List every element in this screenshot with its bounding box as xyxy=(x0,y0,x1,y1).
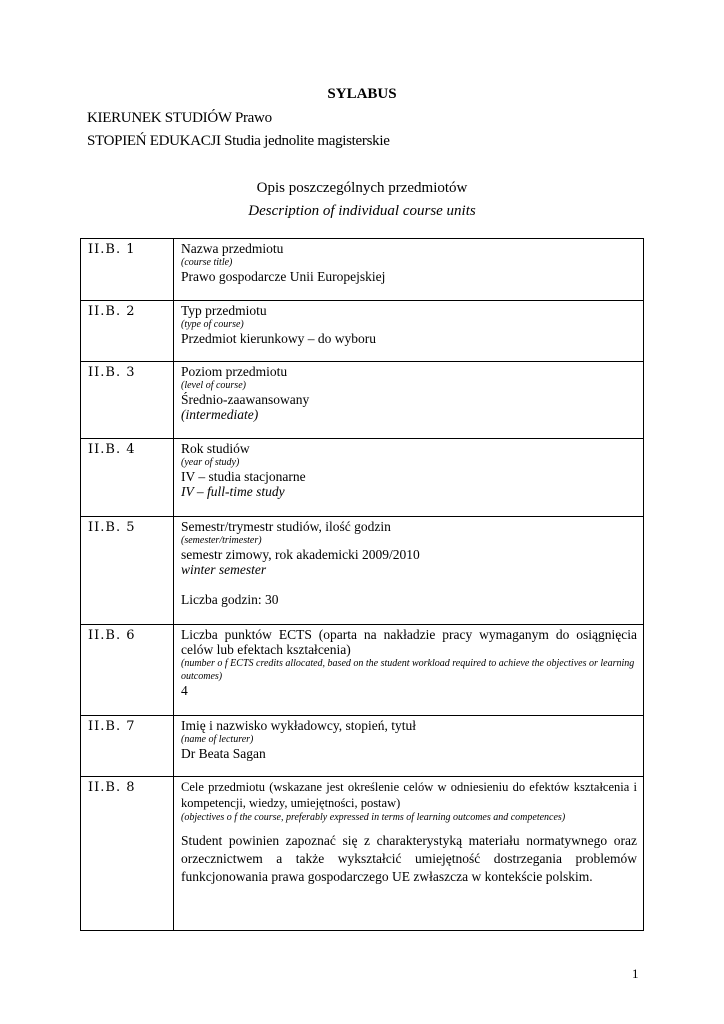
row-content xyxy=(174,239,644,301)
row-value: Przedmiot kierunkowy – do wyboru xyxy=(181,331,376,346)
description-heading-pl: Opis poszczególnych przedmiotów xyxy=(256,180,468,196)
row-hint: (year of study) xyxy=(181,457,240,468)
row-value: Średnio-zaawansowany xyxy=(181,392,310,407)
row-value: semestr zimowy, rok akademicki 2009/2010 xyxy=(181,547,420,562)
education-level: STOPIEŃ EDUKACJI Studia jednolite magisterskie xyxy=(87,133,390,149)
row-value: IV – studia stacjonarne xyxy=(181,469,306,484)
row-content xyxy=(174,625,644,716)
row-hint: (semester/trimester) xyxy=(181,535,262,546)
table-row xyxy=(81,517,644,625)
field-of-study: KIERUNEK STUDIÓW Prawo xyxy=(87,110,272,126)
row-content xyxy=(174,362,644,439)
document-title: SYLABUS xyxy=(327,86,397,102)
row-value-en: winter semester xyxy=(181,562,267,577)
row-hint: (name of lecturer) xyxy=(181,734,254,745)
row-code: II.B. 8 xyxy=(81,777,174,931)
description-heading-en: Description of individual course units xyxy=(248,203,476,219)
row-code: II.B. 2 xyxy=(81,301,174,362)
row-content xyxy=(174,301,644,362)
row-hint: (type of course) xyxy=(181,319,244,330)
row-label: Cele przedmiotu (wskazane jest określenie celów w odniesieniu do efektów kształcenia i kompetencji, wiedzy, umiejętności, postaw) xyxy=(181,780,637,810)
row-content xyxy=(174,439,644,517)
row-content xyxy=(174,777,644,931)
row-label: Imię i nazwisko wykładowcy, stopień, tytuł xyxy=(181,718,416,733)
row-value-en: (intermediate) xyxy=(181,407,259,422)
table-row xyxy=(81,716,644,777)
row-label: Nazwa przedmiotu xyxy=(181,241,284,256)
row-value: Prawo gospodarcze Unii Europejskiej xyxy=(181,269,386,284)
row-content xyxy=(174,517,644,625)
hours-count: Liczba godzin: 30 xyxy=(181,592,279,607)
row-code: II.B. 6 xyxy=(81,625,174,716)
row-label: Liczba punktów ECTS (oparta na nakładzie pracy wymaganym do osiągnięcia celów lub efektach kształcenia) xyxy=(181,627,637,657)
row-value: Student powinien zapoznać się z charakterystyką materiału normatywnego oraz orzecznictwem a także wykształcić umiejętność dostrzegania problemów funkcjonowania prawa gospodarczego UE zwłaszcza w kontekście polskim. xyxy=(181,833,637,884)
row-content xyxy=(174,716,644,777)
table-row xyxy=(81,301,644,362)
row-hint: (course title) xyxy=(181,257,233,268)
table-row xyxy=(81,362,644,439)
row-code: II.B. 7 xyxy=(81,716,174,777)
row-value: Dr Beata Sagan xyxy=(181,746,266,761)
row-hint: (level of course) xyxy=(181,380,246,391)
row-hint: (number o f ECTS credits allocated, based on the student workload required to achieve the objectives or learning outcomes) xyxy=(181,658,635,682)
syllabus-table xyxy=(80,238,644,931)
row-label: Typ przedmiotu xyxy=(181,303,267,318)
row-code: II.B. 1 xyxy=(81,239,174,301)
row-label: Semestr/trymestr studiów, ilość godzin xyxy=(181,519,391,534)
table-row xyxy=(81,439,644,517)
row-code: II.B. 3 xyxy=(81,362,174,439)
row-code: II.B. 4 xyxy=(81,439,174,517)
table-row xyxy=(81,777,644,931)
table-row xyxy=(81,239,644,301)
page-number: 1 xyxy=(632,966,639,981)
row-label: Poziom przedmiotu xyxy=(181,364,288,379)
table-row xyxy=(81,625,644,716)
row-label: Rok studiów xyxy=(181,441,250,456)
row-value-en: IV – full-time study xyxy=(181,484,285,499)
row-value: 4 xyxy=(181,683,188,698)
row-code: II.B. 5 xyxy=(81,517,174,625)
row-hint: (objectives o f the course, preferably expressed in terms of learning outcomes and competences) xyxy=(181,812,566,823)
